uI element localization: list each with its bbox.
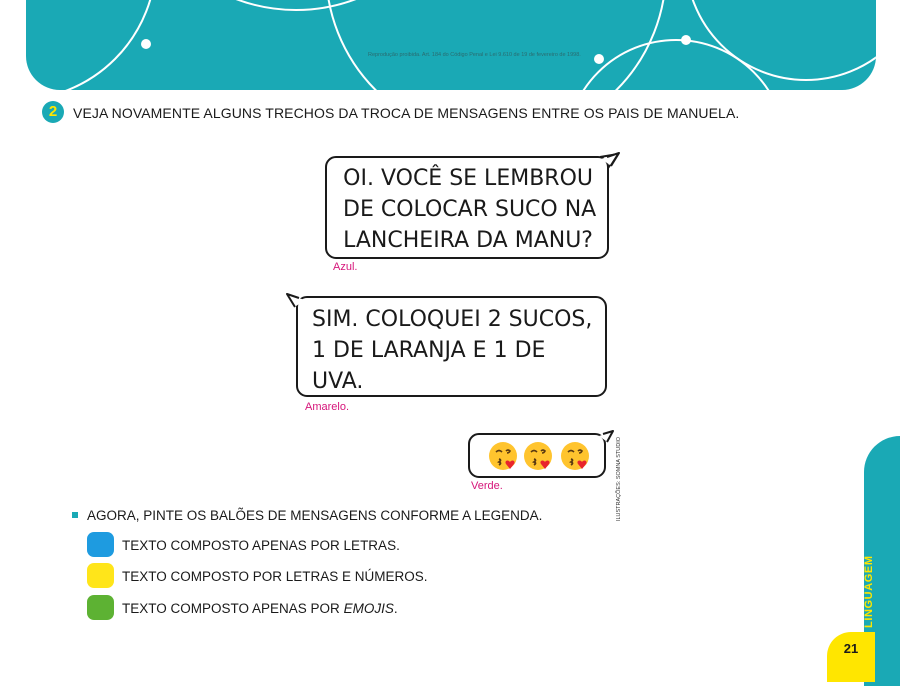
bubble-tail — [598, 429, 616, 445]
kiss-heart-emoji-icon — [560, 441, 592, 473]
legend-swatch-green — [87, 595, 114, 620]
page-number: 21 — [827, 632, 875, 682]
question-number-badge: 2 — [42, 101, 64, 123]
message-bubble-2[interactable] — [296, 296, 607, 397]
section-label: LINGUAGEM — [863, 555, 875, 629]
message-bubble-1[interactable] — [325, 156, 609, 259]
copyright-notice: Reprodução proibida. Art. 184 do Código Penal e Lei 9.610 de 19 de fevereiro de 1998. — [368, 52, 581, 58]
message-line: SIM. COLOQUEI 2 SUCOS, — [312, 307, 593, 332]
kiss-heart-emoji-icon — [523, 441, 555, 473]
instruction-text: AGORA, PINTE OS BALÕES DE MENSAGENS CONFORME A LEGENDA. — [87, 508, 543, 523]
illustration-credit: ILUSTRAÇÕES: SOMNA STUDIO — [616, 437, 622, 522]
legend-swatch-yellow — [87, 563, 114, 588]
legend-text-green-end: . — [393, 601, 398, 616]
bullet-icon — [72, 512, 78, 518]
legend-text-green-part: TEXTO COMPOSTO APENAS POR — [122, 601, 344, 616]
message-line: 1 DE LARANJA E 1 DE — [312, 338, 546, 363]
legend-text-green-emphasis: EMOJIS — [343, 601, 394, 616]
question-text: VEJA NOVAMENTE ALGUNS TRECHOS DA TROCA DE MENSAGENS ENTRE OS PAIS DE MANUELA. — [73, 105, 740, 121]
message-line: LANCHEIRA DA MANU? — [343, 228, 593, 253]
legend-text-yellow: TEXTO COMPOSTO POR LETRAS E NÚMEROS. — [122, 569, 428, 584]
legend-swatch-blue — [87, 532, 114, 557]
legend-text-blue: TEXTO COMPOSTO APENAS POR LETRAS. — [122, 538, 400, 553]
message-line: DE COLOCAR SUCO NA — [343, 197, 597, 222]
header-band — [26, 0, 876, 90]
message-line: OI. VOCÊ SE LEMBROU — [343, 166, 593, 191]
message-bubble-3[interactable] — [468, 433, 606, 478]
color-label-azul: Azul. — [333, 261, 358, 273]
bubble-tail-cover — [600, 150, 622, 170]
header-decoration — [26, 0, 876, 90]
color-label-amarelo: Amarelo. — [305, 401, 350, 413]
legend-text-green — [122, 601, 398, 616]
color-label-verde: Verde. — [471, 480, 503, 492]
kiss-heart-emoji-icon — [488, 441, 520, 473]
message-line: UVA. — [312, 369, 364, 394]
bubble-tail — [284, 291, 306, 311]
